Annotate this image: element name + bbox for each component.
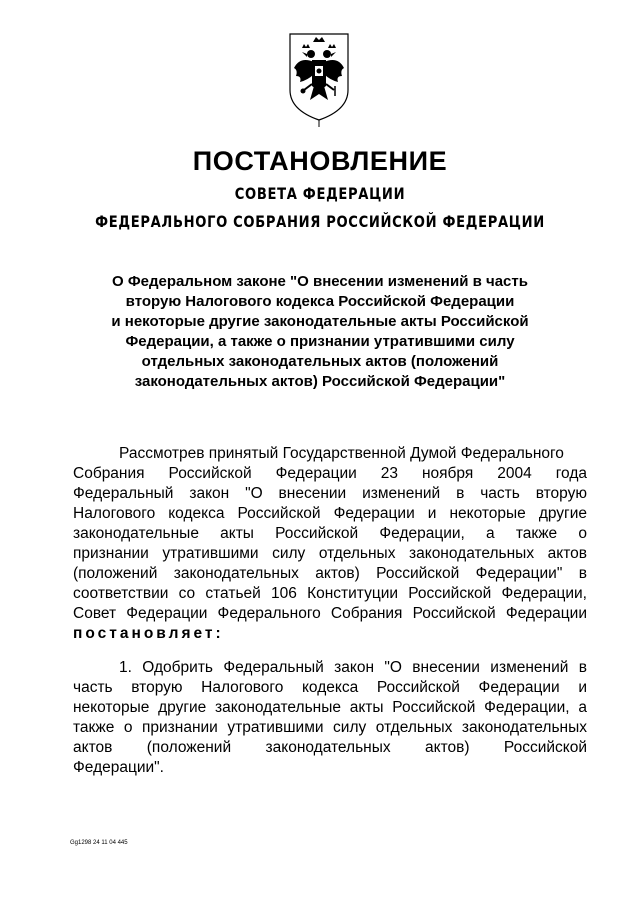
preamble-line: Рассмотрев принятый Государственной Думой Федерального xyxy=(119,445,564,462)
preamble-paragraph xyxy=(73,444,587,644)
resolution-line: актов (положений законодательных актов) Российской xyxy=(73,739,587,756)
subject-line: отдельных законодательных актов (положений xyxy=(141,353,499,370)
preamble-line: Федеральный закон "О внесении изменений в часть вторую xyxy=(73,485,587,502)
issuing-body-line-1: СОВЕТА ФЕДЕРАЦИИ xyxy=(234,184,406,203)
subject-line: вторую Налогового кодекса Российской Федерации xyxy=(125,293,515,310)
subject-line: и некоторые другие законодательные акты Российской xyxy=(111,313,529,330)
resolution-line: 1. Одобрить Федеральный закон "О внесении изменений в xyxy=(119,659,587,676)
resolves-keyword: постановляет: xyxy=(73,625,224,642)
preamble-line: Собрания Российской Федерации 23 ноября 2004 года xyxy=(73,465,587,482)
document-subject xyxy=(90,272,550,392)
preamble-line: (положений законодательных актов) Российской Федерации" в xyxy=(73,565,587,582)
preamble-line: Налогового кодекса Российской Федерации и некоторые другие xyxy=(73,505,587,522)
subject-line: Федерации, а также о признании утратившими силу xyxy=(125,333,515,350)
russian-coat-of-arms-icon xyxy=(284,28,354,128)
resolution-line: некоторые другие законодательные акты Российской Федерации, а xyxy=(73,699,587,716)
preamble-line: соответствии со статьей 106 Конституции Российской Федерации, xyxy=(73,585,587,602)
preamble-line: законодательные акты Российской Федерации, а также о xyxy=(73,525,587,542)
subject-line: О Федеральном законе "О внесении изменений в часть xyxy=(112,273,528,290)
resolution-line: часть вторую Налогового кодекса Российской Федерации и xyxy=(73,679,587,696)
document-title: ПОСТАНОВЛЕНИЕ xyxy=(192,146,448,176)
resolution-line: Федерации". xyxy=(73,759,164,776)
subject-line: законодательных актов) Российской Федерации" xyxy=(134,373,506,390)
issuing-body-line-2: ФЕДЕРАЛЬНОГО СОБРАНИЯ РОССИЙСКОЙ ФЕДЕРАЦИИ xyxy=(95,212,545,231)
preamble-line: Совет Федерации Федерального Собрания Российской Федерации xyxy=(73,605,587,622)
preamble-line: признании утратившими силу отдельных законодательных актов xyxy=(73,545,587,562)
resolution-item-1 xyxy=(73,658,587,778)
resolution-line: также о признании утратившими силу отдельных законодательных xyxy=(73,719,587,736)
document-registration-code: Gg1298 24 11 04 445 xyxy=(70,840,128,846)
